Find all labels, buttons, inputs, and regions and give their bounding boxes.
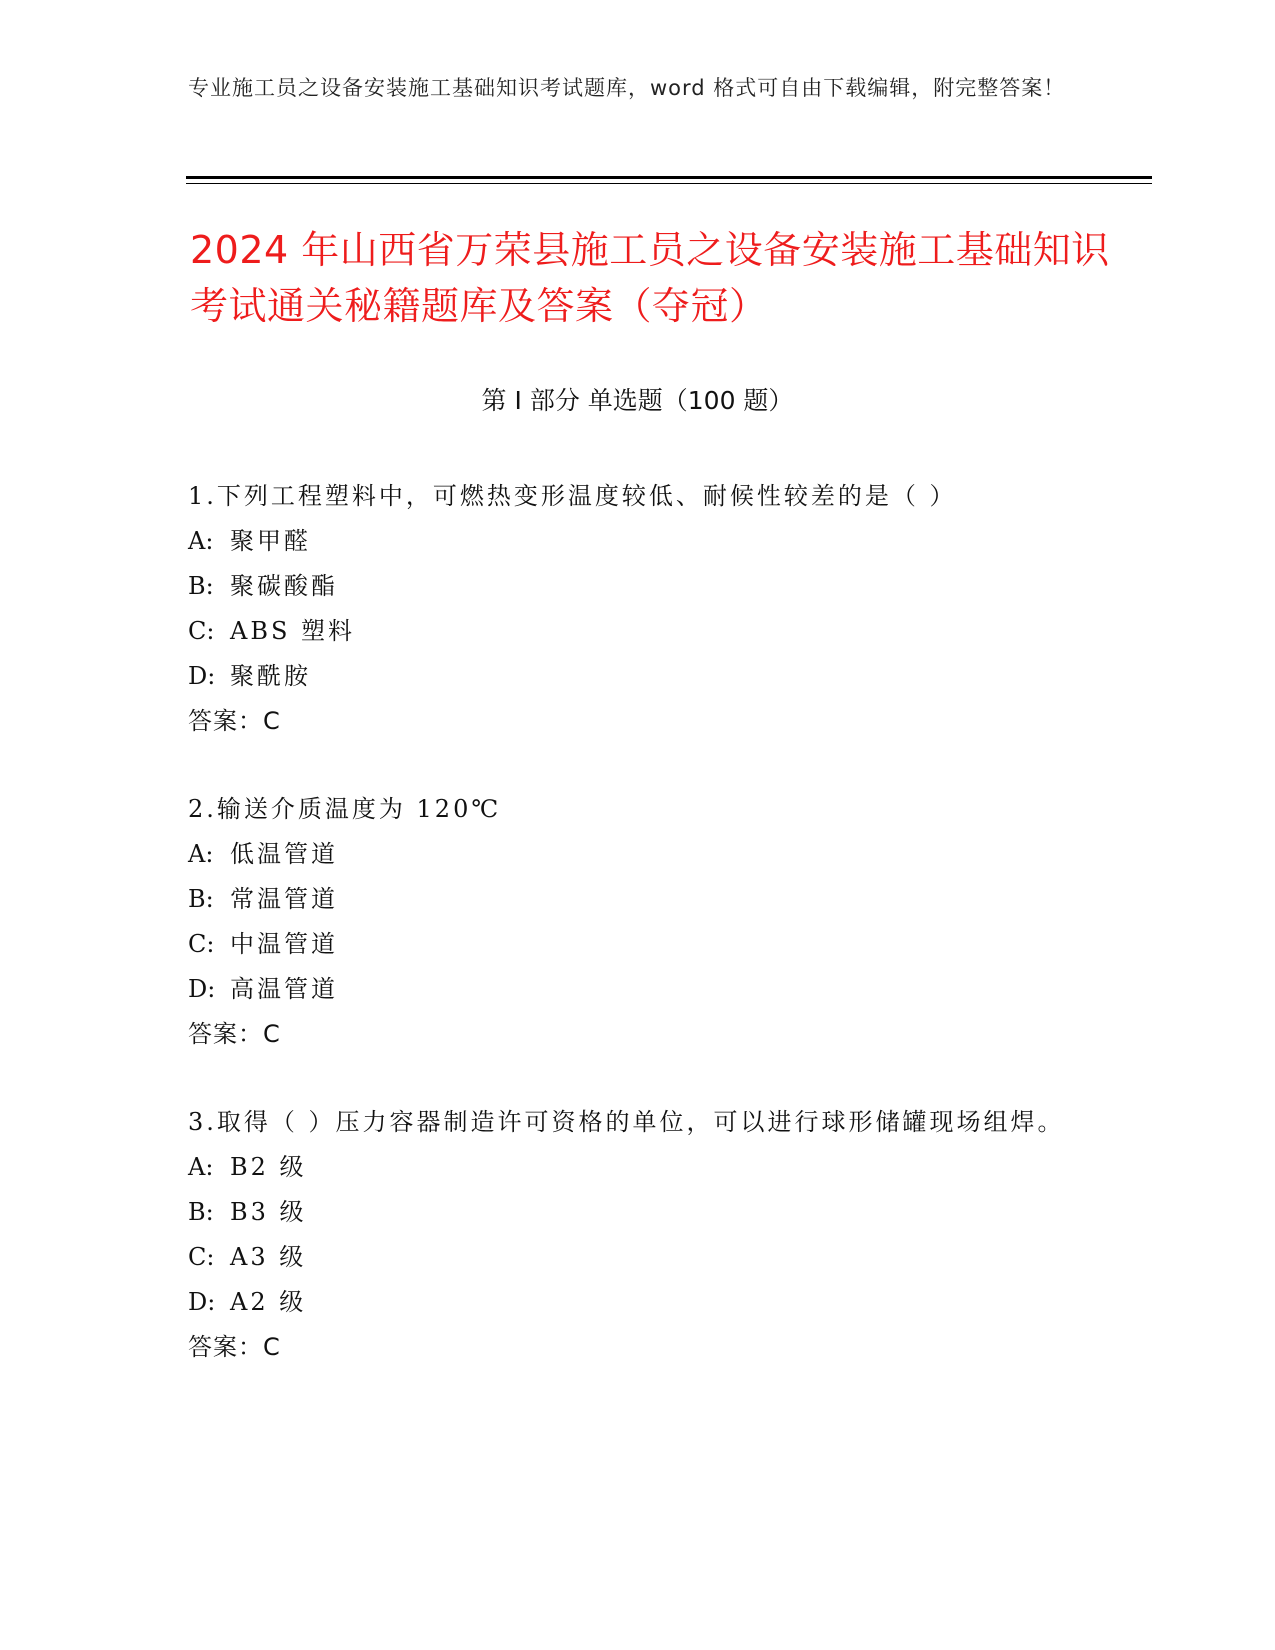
answer-line: 答案：C [188, 707, 281, 735]
option-text: 聚酰胺 [230, 662, 311, 690]
question-1 [188, 474, 1088, 744]
answer-line: 答案：C [188, 1020, 281, 1048]
option-text: 高温管道 [230, 975, 338, 1003]
document-title: 2024 年山西省万荣县施工员之设备安装施工基础知识考试通关秘籍题库及答案（夺冠） [190, 228, 1110, 328]
option-letter: B: [188, 572, 214, 600]
option-c [188, 1235, 1088, 1280]
option-d [188, 654, 1088, 699]
option-d [188, 967, 1088, 1012]
question-stem: 2.输送介质温度为 120℃ [188, 795, 502, 823]
option-letter: A: [188, 1153, 214, 1181]
option-text: B2 级 [230, 1153, 307, 1181]
option-a [188, 519, 1088, 564]
option-c [188, 609, 1088, 654]
option-letter: C: [188, 930, 215, 958]
option-letter: B: [188, 1198, 214, 1226]
section-heading: 第 I 部分 单选题（100 题） [481, 386, 794, 415]
option-letter: D: [188, 1288, 216, 1316]
option-text: ABS 塑料 [230, 617, 356, 645]
header-divider-thick [186, 176, 1152, 179]
question-3 [188, 1100, 1088, 1370]
question-stem: 3.取得（ ）压力容器制造许可资格的单位，可以进行球形储罐现场组焊。 [188, 1108, 1065, 1136]
option-letter: B: [188, 885, 214, 913]
option-text: A3 级 [230, 1243, 307, 1271]
option-text: 聚碳酸酯 [230, 572, 338, 600]
option-d [188, 1280, 1088, 1325]
option-text: B3 级 [230, 1198, 307, 1226]
option-a [188, 832, 1088, 877]
option-text: A2 级 [230, 1288, 307, 1316]
option-text: 低温管道 [230, 840, 338, 868]
option-text: 常温管道 [230, 885, 338, 913]
option-b [188, 877, 1088, 922]
option-letter: D: [188, 975, 216, 1003]
option-b [188, 564, 1088, 609]
question-list [188, 474, 1088, 1413]
option-b [188, 1190, 1088, 1235]
option-letter: D: [188, 662, 216, 690]
option-letter: C: [188, 1243, 215, 1271]
header-note: 专业施工员之设备安装施工基础知识考试题库，word 格式可自由下载编辑，附完整答案！ [188, 76, 1066, 100]
option-letter: C: [188, 617, 215, 645]
option-letter: A: [188, 840, 214, 868]
answer-line: 答案：C [188, 1333, 281, 1361]
option-text: 中温管道 [230, 930, 338, 958]
question-stem: 1.下列工程塑料中，可燃热变形温度较低、耐候性较差的是（ ） [188, 482, 957, 510]
option-text: 聚甲醛 [230, 527, 311, 555]
header-divider-thin [186, 183, 1152, 184]
option-c [188, 922, 1088, 967]
question-2 [188, 787, 1088, 1057]
option-a [188, 1145, 1088, 1190]
option-letter: A: [188, 527, 214, 555]
